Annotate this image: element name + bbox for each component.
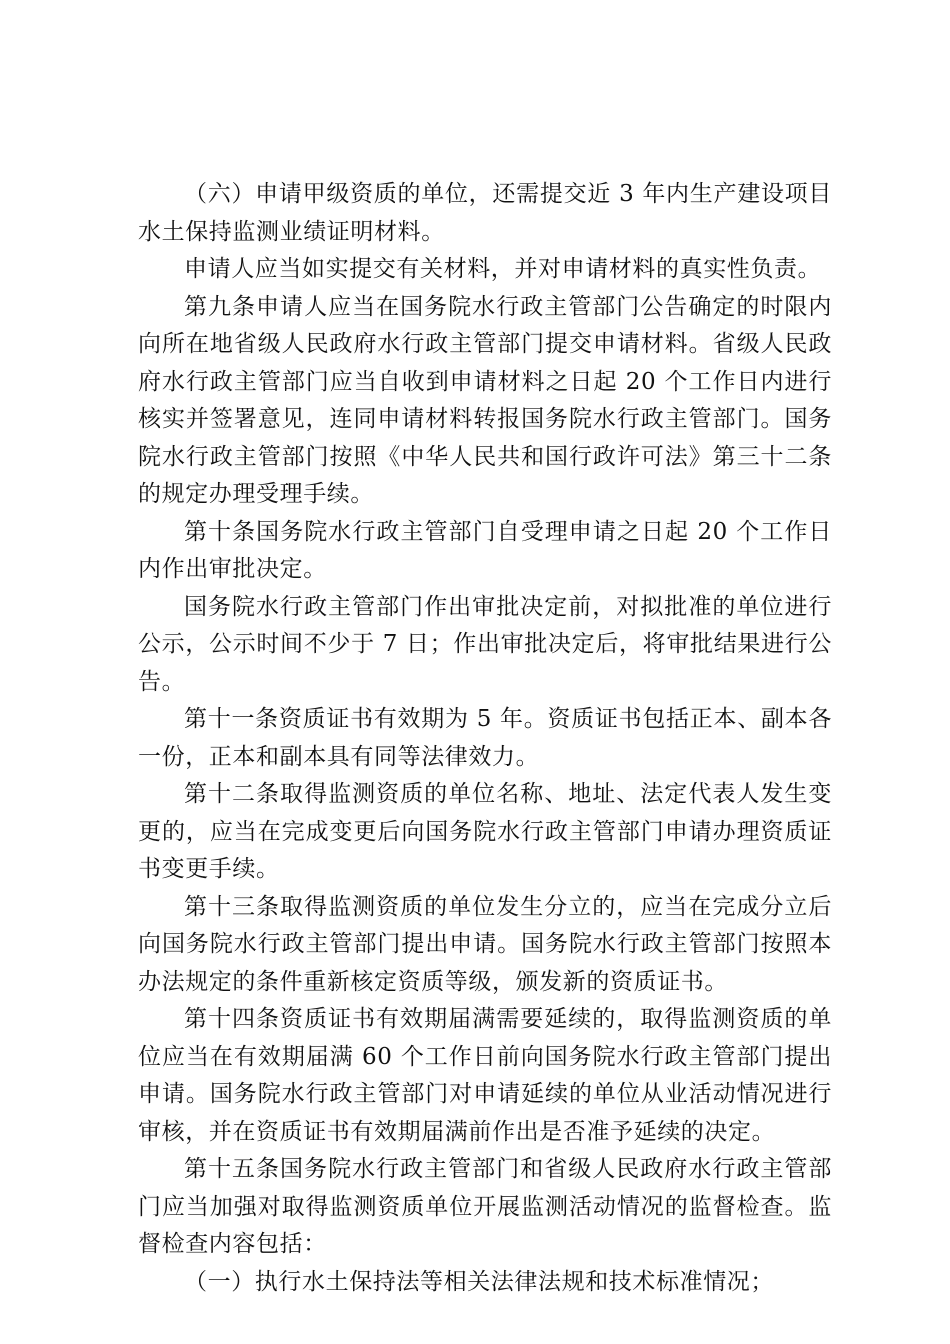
paragraph-applicant-responsibility: 申请人应当如实提交有关材料，并对申请材料的真实性负责。 xyxy=(184,256,822,282)
paragraph-article-12: 第十二条取得监测资质的单位名称、地址、法定代表人发生变更的，应当在完成变更后向国务院水行政主管部门申请办理资质证书变更手续。 xyxy=(138,781,832,882)
paragraph-article-11: 第十一条资质证书有效期为 5 年。资质证书包括正本、副本各一份，正本和副本具有同等法律效力。 xyxy=(138,706,832,770)
paragraph-item-6-requirement: （六）申请甲级资质的单位，还需提交近 3 年内生产建设项目水土保持监测业绩证明材料。 xyxy=(138,181,832,245)
paragraph-article-13: 第十三条取得监测资质的单位发生分立的，应当在完成分立后向国务院水行政主管部门提出申请。国务院水行政主管部门按照本办法规定的条件重新核定资质等级，颁发新的资质证书。 xyxy=(138,893,832,995)
paragraph-article-14: 第十四条资质证书有效期届满需要延续的，取得监测资质的单位应当在有效期届满 60 个工作日前向国务院水行政主管部门提出申请。国务院水行政主管部门对申请延续的单位从业活动情况进行审核，并在资质证书有效期届满前作出是否准予延续的决定。 xyxy=(138,1006,832,1145)
document-body xyxy=(138,176,832,1301)
paragraph-item-1-inspection: （一）执行水土保持法等相关法律法规和技术标准情况； xyxy=(184,1268,774,1295)
paragraph-approval-publicity: 国务院水行政主管部门作出审批决定前，对拟批准的单位进行公示，公示时间不少于 7 日；作出审批决定后，将审批结果进行公告。 xyxy=(138,593,832,695)
paragraph-article-15: 第十五条国务院水行政主管部门和省级人民政府水行政主管部门应当加强对取得监测资质单位开展监测活动情况的监督检查。监督检查内容包括： xyxy=(138,1156,832,1257)
paragraph-article-9: 第九条申请人应当在国务院水行政主管部门公告确定的时限内向所在地省级人民政府水行政主管部门提交申请材料。省级人民政府水行政主管部门应当自收到申请材料之日起 20 个工作日内进行核实并签署意见，连同申请材料转报国务院水行政主管部门。国务院水行政主管部门按照《中华人民共和国行政许可法》第三十二条的规定办理受理手续。 xyxy=(138,293,832,507)
paragraph-article-10: 第十条国务院水行政主管部门自受理申请之日起 20 个工作日内作出审批决定。 xyxy=(138,518,832,582)
